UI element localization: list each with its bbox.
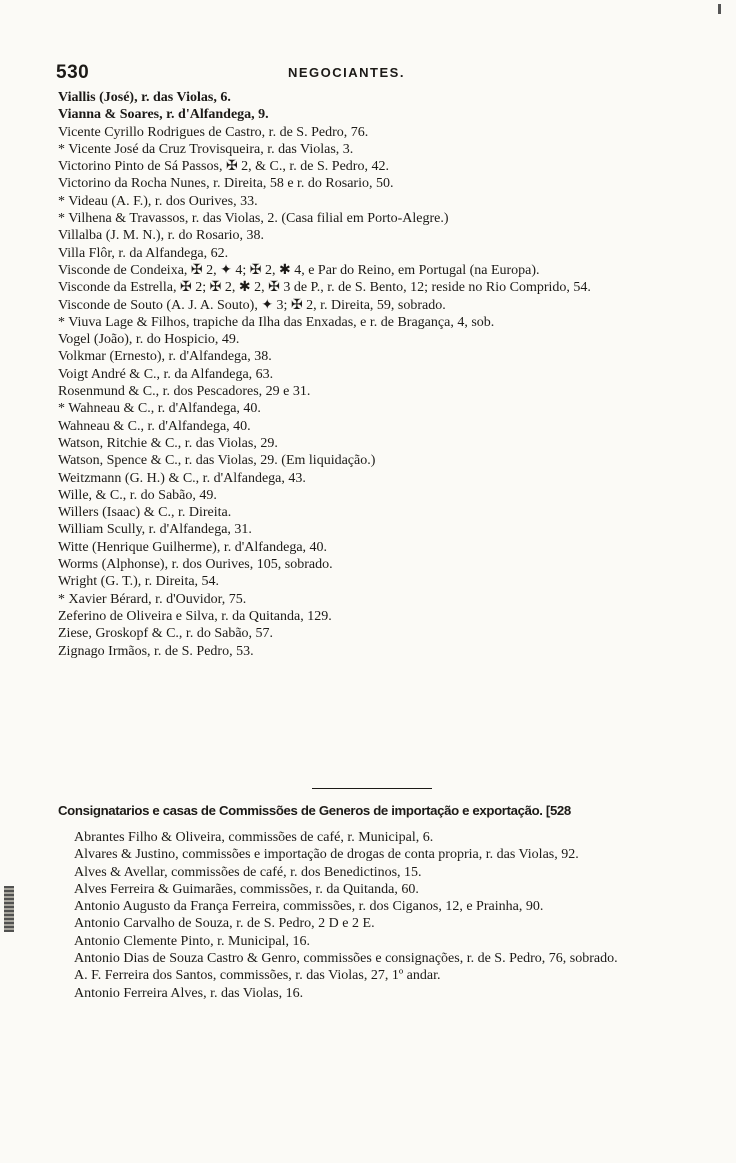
consignee-list (74, 829, 702, 1002)
list-item: Wright (G. T.), r. Direita, 54. (58, 574, 220, 590)
list-item: * Wahneau & C., r. d'Alfandega, 40. (58, 401, 261, 417)
list-item: * Viuva Lage & Filhos, trapiche da Ilha das Enxadas, e r. de Bragança, 4, sob. (58, 314, 495, 330)
list-item: Voigt André & C., r. da Alfandega, 63. (58, 366, 274, 382)
list-item: Viallis (José), r. das Violas, 6. (58, 90, 231, 105)
list-item: Antonio Augusto da França Ferreira, commissões, r. dos Ciganos, 12, e Prainha, 90. (74, 899, 544, 915)
list-item: William Scully, r. d'Alfandega, 31. (58, 522, 252, 538)
list-item: Victorino da Rocha Nunes, r. Direita, 58 e r. do Rosario, 50. (58, 176, 394, 192)
list-item: Worms (Alphonse), r. dos Ourives, 105, sobrado. (58, 557, 333, 573)
list-item: Witte (Henrique Guilherme), r. d'Alfandega, 40. (58, 539, 328, 555)
list-item: A. F. Ferreira dos Santos, commissões, r. das Violas, 27, 1º andar. (74, 968, 441, 984)
list-item: Wille, & C., r. do Sabão, 49. (58, 487, 217, 503)
list-item: Wahneau & C., r. d'Alfandega, 40. (58, 418, 251, 434)
section-divider (312, 788, 432, 789)
list-item: Alves Ferreira & Guimarães, commissões, r. da Quitanda, 60. (74, 881, 419, 897)
list-item: Victorino Pinto de Sá Passos, ✠ 2, & C., r. de S. Pedro, 42. (58, 159, 389, 175)
list-item: * Vicente José da Cruz Trovisqueira, r. das Violas, 3. (58, 141, 354, 157)
list-item: Rosenmund & C., r. dos Pescadores, 29 e 31. (58, 384, 311, 400)
list-item: Antonio Clemente Pinto, r. Municipal, 16. (74, 933, 311, 949)
list-item: * Videau (A. F.), r. dos Ourives, 33. (58, 193, 258, 209)
merchant-list (58, 89, 708, 660)
list-item: Weitzmann (G. H.) & C., r. d'Alfandega, 43. (58, 470, 306, 486)
list-item: Vogel (João), r. do Hospicio, 49. (58, 332, 240, 348)
list-item: Visconde de Condeixa, ✠ 2, ✦ 4; ✠ 2, ✱ 4, e Par do Reino, em Portugal (na Europa). (58, 262, 540, 278)
list-item: Antonio Carvalho de Souza, r. de S. Pedro, 2 D e 2 E. (74, 916, 375, 932)
list-item: Watson, Spence & C., r. das Violas, 29. (Em liquidação.) (58, 453, 376, 469)
list-item: Abrantes Filho & Oliveira, commissões de café, r. Municipal, 6. (74, 830, 434, 845)
section-title: Consignatarios e casas de Commissões de Generos de importação e exportação. [528 (58, 803, 571, 818)
list-item: Willers (Isaac) & C., r. Direita. (58, 505, 232, 521)
list-item: Watson, Ritchie & C., r. das Violas, 29. (58, 435, 278, 451)
page-header (56, 62, 686, 86)
running-head: NEGOCIANTES. (288, 65, 405, 80)
list-item: Antonio Dias de Souza Castro & Genro, commissões e consignações, r. de S. Pedro, 76, sobrado. (74, 951, 618, 967)
list-item: Visconde de Souto (A. J. A. Souto), ✦ 3; ✠ 2, r. Direita, 59, sobrado. (58, 297, 446, 313)
list-item: Alves & Avellar, commissões de café, r. dos Benedictinos, 15. (74, 864, 422, 880)
list-item: Ziese, Groskopf & C., r. do Sabão, 57. (58, 626, 274, 642)
page-number: 530 (56, 62, 90, 83)
list-item: Vicente Cyrillo Rodrigues de Castro, r. de S. Pedro, 76. (58, 124, 369, 140)
scan-speck (718, 4, 721, 14)
list-item: * Vilhena & Travassos, r. das Violas, 2. (Casa filial em Porto-Alegre.) (58, 211, 449, 227)
list-item: Villa Flôr, r. da Alfandega, 62. (58, 245, 229, 261)
list-item: Zeferino de Oliveira e Silva, r. da Quitanda, 129. (58, 608, 332, 624)
list-item: Antonio Ferreira Alves, r. das Violas, 16. (74, 985, 304, 1001)
list-item: Visconde da Estrella, ✠ 2; ✠ 2, ✱ 2, ✠ 3 de P., r. de S. Bento, 12; reside no Rio Comprido, 54. (58, 280, 591, 296)
list-item: Villalba (J. M. N.), r. do Rosario, 38. (58, 228, 265, 244)
list-item: Vianna & Soares, r. d'Alfandega, 9. (58, 107, 269, 123)
list-item: * Xavier Bérard, r. d'Ouvidor, 75. (58, 591, 247, 607)
margin-scan-mark (4, 886, 14, 932)
list-item: Volkmar (Ernesto), r. d'Alfandega, 38. (58, 349, 272, 365)
list-item: Alvares & Justino, commissões e importação de drogas de conta propria, r. das Violas, 92. (74, 847, 579, 863)
list-item: Zignago Irmãos, r. de S. Pedro, 53. (58, 643, 254, 659)
